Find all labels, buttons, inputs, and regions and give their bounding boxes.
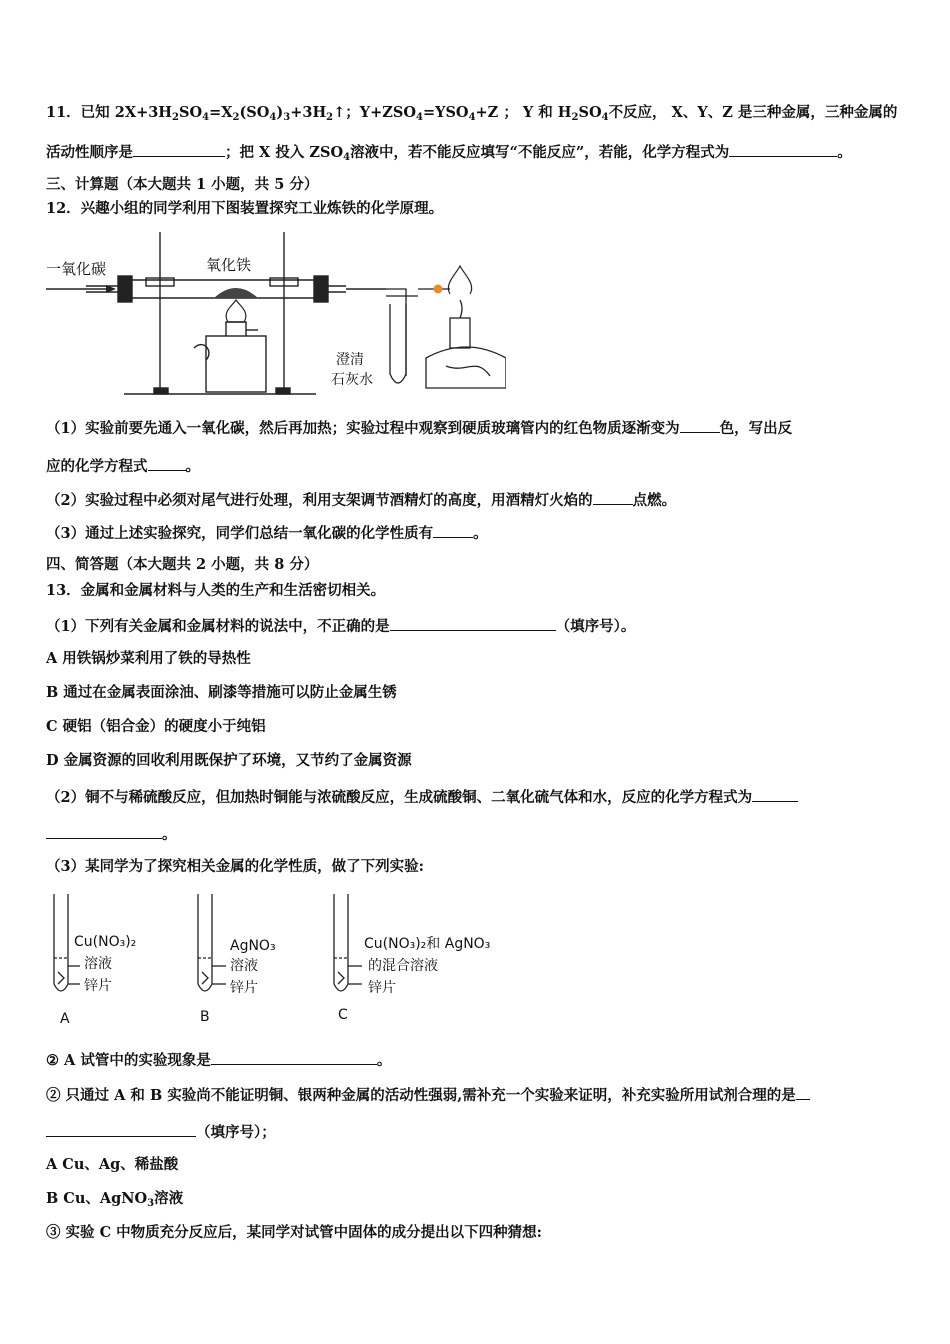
tube-b-label: B [200,1009,210,1025]
q13-option-a: A 用铁锅炒菜利用了铁的导热性 [46,650,251,667]
test-tubes-figure [46,888,516,1030]
tube-b-zinc: 锌片 [230,980,258,996]
q13-part2-line1: （2）铜不与稀硫酸反应，但加热时铜能与浓硫酸反应，生成硫酸铜、二氧化硫气体和水，反应的化学方程式为 [46,787,798,807]
q13-part1: （1）下列有关金属和金属材料的说法中，不正确的是 （填序号）。 [46,618,636,635]
fig-label-fe2o3: 氧化铁 [206,256,252,274]
answer-blank[interactable] [729,142,837,157]
q13-option-c: C 硬铝（铝合金）的硬度小于纯铝 [46,718,266,735]
answer-blank[interactable] [46,824,162,839]
answer-blank[interactable] [593,490,633,505]
answer-blank[interactable] [390,616,556,631]
fig-label-lime-1: 澄清 [336,352,364,368]
q12-part3: （3）通过上述实验探究，同学们总结一氧化碳的化学性质有 。 [46,525,488,542]
tube-c-solute: Cu(NO₃)₂和 AgNO₃ [364,936,491,952]
q11-line1: 11．已知 $2X+3H_2SO_4=X_2(SO_4)_3+3H_2↑$；$Y+ZSO_4=YSO_4+Z$ ； Y 和 $H_2SO_4$不反应， X、Y、Z 是三种金属，三种金属的 [46,104,898,123]
q13-stem: 13．金属和金属材料与人类的生产和生活密切相关。 [46,582,386,599]
iron-smelting-apparatus-figure [46,226,506,398]
tube-b-solute: AgNO₃ [230,938,276,954]
q13-sub2-option-b: B Cu、AgNO$_3$溶液 [46,1190,184,1209]
tube-c-zinc: 锌片 [368,980,396,996]
q11-line2: 活动性顺序是 ；把 X 投入 $ZSO_4$溶液中，若不能反应填写“不能反应”，若能，化学方程式为 。 [46,144,852,163]
tube-c-label: C [338,1007,348,1023]
tube-a-solute: Cu(NO₃)₂ [74,934,137,950]
answer-blank[interactable] [148,456,186,471]
q13-option-d: D 金属资源的回收利用既保护了环境，又节约了金属资源 [46,752,412,769]
q13-sub3: ③ 实验 C 中物质充分反应后，某同学对试管中固体的成分提出以下四种猜想: [46,1224,543,1241]
answer-blank[interactable] [46,1122,196,1137]
answer-blank[interactable] [211,1050,377,1065]
section-3-heading: 三、计算题（本大题共 1 小题，共 5 分） [46,176,319,193]
section-4-heading: 四、简答题（本大题共 2 小题，共 8 分） [46,556,319,573]
tube-a-label: A [60,1011,70,1027]
answer-blank[interactable] [752,787,798,802]
q13-option-b: B 通过在金属表面涂油、刷漆等措施可以防止金属生锈 [46,684,397,701]
q13-part3: （3）某同学为了探究相关金属的化学性质，做了下列实验: [46,858,424,875]
tube-a-solution: 溶液 [84,956,112,972]
tube-b-solution: 溶液 [230,958,258,974]
q13-part2-line2: 。 [46,824,177,844]
q13-sub2-option-a: A Cu、Ag、稀盐酸 [46,1156,179,1173]
q12-part1-line2: 应的化学方程式 。 [46,458,200,475]
fig-label-lime-2: 石灰水 [331,372,373,388]
q13-sub2-line2: （填序号）； [46,1122,276,1142]
q12-stem: 12．兴趣小组的同学利用下图装置探究工业炼铁的化学原理。 [46,200,444,217]
tube-c-solution: 的混合溶液 [368,958,438,974]
q12-part2: （2）实验过程中必须对尾气进行处理，利用支架调节酒精灯的高度，用酒精灯火焰的 点燃。 [46,492,677,509]
tube-a-zinc: 锌片 [84,978,112,994]
q13-sub1: ② A 试管中的实验现象是 。 [46,1052,392,1069]
q13-sub2-line1: ② 只通过 A 和 B 实验尚不能证明铜、银两种金属的活动性强弱,需补充一个实验来证明，补充实验所用试剂合理的是 [46,1085,810,1105]
fig-label-co: 一氧化碳 [46,260,107,278]
answer-blank[interactable] [680,418,720,433]
answer-blank[interactable] [433,523,473,538]
q12-part1-line1: （1）实验前要先通入一氧化碳，然后再加热；实验过程中观察到硬质玻璃管内的红色物质逐渐变为 色，写出反 [46,420,793,437]
answer-blank[interactable] [796,1085,810,1100]
answer-blank[interactable] [133,142,225,157]
